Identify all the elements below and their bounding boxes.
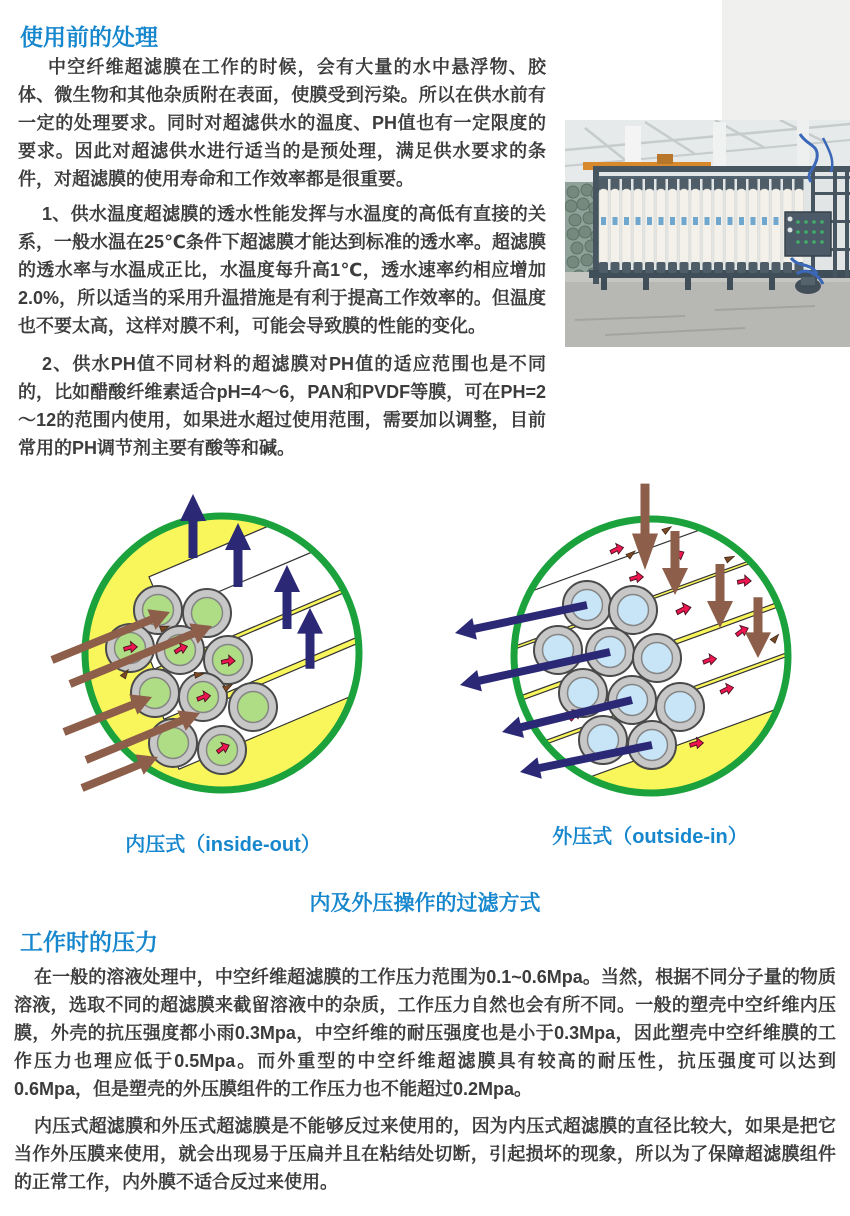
caption-outside-in: 外压式（outside-in） <box>552 826 748 848</box>
paragraph-pressure-1: 在一般的溶液处理中，中空纤维超滤膜的工作压力范围为0.1~0.6Mpa。当然，根据不同分子量的物质溶液，选取不同的超滤膜来截留溶液中的杂质，工作压力自然也会有所不同。一般的塑壳中空纤维内压膜，外壳的抗压强度都小雨0.3Mpa，中空纤维的耐压强度也是小于0.3Mpa，因此塑壳中空纤维膜的工作压力也理应低于0.5Mpa。而外重型的中空纤维超滤膜具有较高的耐压性，抗压强度可以达到0.6Mpa，但是塑壳的外压膜组件的工作压力也不能超过0.2Mpa。 <box>14 967 836 1099</box>
caption-inside-out: 内压式（inside-out） <box>125 834 321 856</box>
paragraph-temperature: 1、供水温度超滤膜的透水性能发挥与水温度的高低有直接的关系，一般水温在25℃条件下超滤膜才能达到标准的透水率。超滤膜的透水率与水温成正比，水温度每升高1℃，透水速率约相应增加2.0%，所以适当的采用升温措施是有利于提高工作效率的。但温度也不要太高，这样对膜不利，可能会导致膜的性能的变化。 <box>18 204 546 336</box>
paragraph-pressure-2: 内压式超滤膜和外压式超滤膜是不能够反过来使用的，因为内压式超滤膜的直径比较大，如果是把它当作外压膜来使用，就会出现易于压扁并且在粘结处切断，引起损坏的现象，所以为了保障超滤膜组件的正常工作，内外膜不适合反过来使用。 <box>14 1116 836 1192</box>
figure-title: 内及外压操作的过滤方式 <box>309 892 541 915</box>
diagram-inside-out <box>40 478 380 818</box>
diagram-outside-in <box>440 470 800 810</box>
paragraph-ph: 2、供水PH值不同材料的超滤膜对PH值的适应范围也是不同的，比如醋酸纤维素适合pH=4～6，PAN和PVDF等膜，可在PH=2～12的范围内使用，如果进水超过使用范围，需要加以调整，目前常用的PH调节剂主要有酸等和碱。 <box>18 354 546 458</box>
section-heading-pretreatment: 使用前的处理 <box>20 24 158 50</box>
page-corner-block <box>722 0 850 120</box>
paragraph-pretreatment-1: 中空纤维超滤膜在工作的时候，会有大量的水中悬浮物、胶体、微生物和其他杂质附在表面，使膜受到污染。所以在供水前有一定的处理要求。同时对超滤供水的温度、PH值也有一定限度的要求。因此对超滤供水进行适当的是预处理，满足供水要求的条件，对超滤膜的使用寿命和工作效率都是很重要。 <box>18 57 546 189</box>
uf-equipment-photo <box>565 120 850 347</box>
control-cabinet <box>785 212 831 256</box>
section-heading-pressure: 工作时的压力 <box>20 929 158 955</box>
